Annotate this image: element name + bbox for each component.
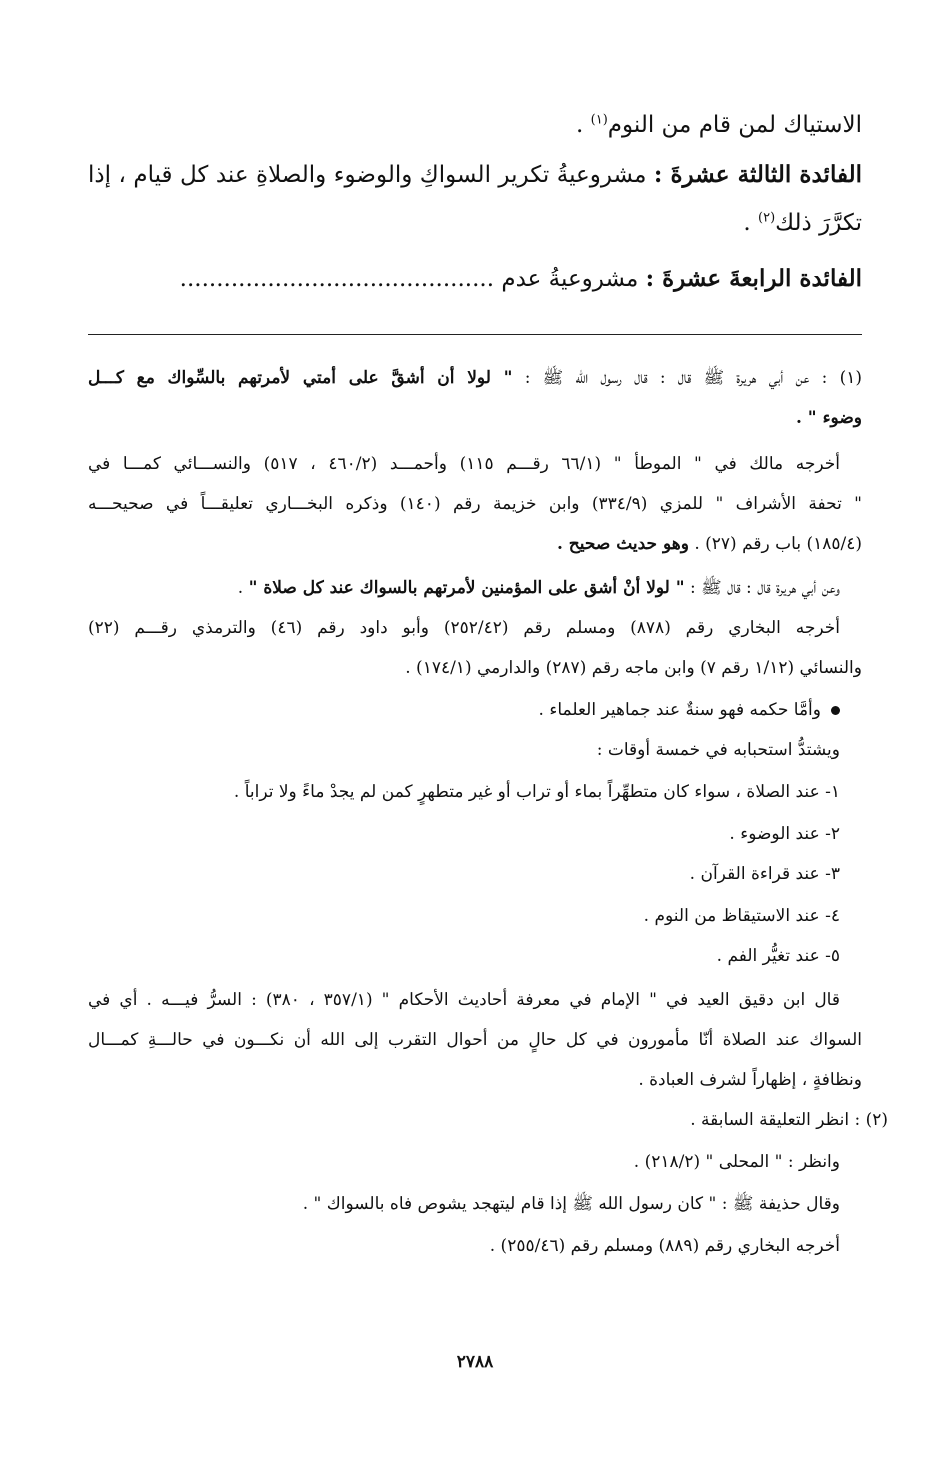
main-paragraph-14 [88, 262, 862, 296]
benefit-14-text: مشروعيةُ عدم [494, 266, 646, 292]
footnote-1-hadith-2 [88, 574, 840, 602]
footnote-1-line-1 [88, 364, 862, 392]
main-paragraph-13 [88, 158, 862, 192]
footnote-2-line-3: وقال حذيفة ﷺ : " كان رسول الله ﷺ إذا قام ليتهجد يشوص فاه بالسواك " . [302, 1194, 840, 1214]
benefit-13-text: مشروعيةُ تكرير السواكِ والوضوء والصلاةِ عند كل قيام ، إذا [88, 162, 654, 188]
hadith-text: " لولا أنْ أشق على المؤمنين لأمرتهم بالسواك عند كل صلاة " [248, 578, 685, 598]
footnote-1-source-3 [88, 530, 862, 558]
time-item-4: ٤- عند الاستيقاظ من النوم . [643, 906, 840, 926]
quote-line-1: قال ابن دقيق العيد في " الإمام في معرفة أحاديث الأحكام " (٣٥٧/١ ، ٣٨٠) : السرُّ فيـــه . أي في [88, 990, 840, 1010]
punctuation: . [743, 210, 758, 236]
footnote-ref-1[interactable]: (١) [590, 112, 608, 128]
footnote-2-line-2: وانظر : " المحلى " (٢١٨/٢) . [633, 1152, 840, 1172]
punctuation: . [576, 112, 591, 138]
time-item-3: ٣- عند قراءة القرآن . [689, 864, 840, 884]
ellipsis-dots: ........................................... [179, 266, 495, 292]
footnote-text: وعن أبي هريرة قال : قال ﷺ : [684, 578, 840, 598]
main-line-1 [88, 108, 862, 142]
footnote-1-ruling [88, 696, 840, 724]
main-text: تكرَّرَ ذلك [775, 210, 862, 236]
benefit-14-label: الفائدة الرابعةَ عشرةَ : [645, 265, 862, 292]
benefit-13-label: الفائدة الثالثة عشرةَ : [653, 161, 862, 188]
time-item-2: ٢- عند الوضوء . [729, 824, 840, 844]
footnote-2-line-1: (٢) : انظر التعليقة السابقة . [690, 1110, 888, 1130]
footnote-1-line-2: وضوء " . [795, 408, 862, 428]
footnote-1-source-4: أخرجه البخاري رقم (٨٧٨) ومسلم رقم (٢٥٢/٤٢) وأبو داود رقم (٤٦) والترمذي رقـــم (٢٢) [88, 618, 840, 638]
footnote-text: (١٨٥/٤) باب رقم (٢٧) . [688, 534, 862, 554]
main-text: الاستياك لمن قام من النوم [607, 112, 862, 138]
quote-line-2: السواك عند الصلاة أنّا مأمورون في كل حالٍ من أحوال التقرب إلى الله أن نكـــون في حالـــةِ كمـــال [88, 1030, 862, 1050]
footnote-1-source-2: " تحفة الأشراف " للمزي (٣٣٤/٩) وابن خزيمة رقم (١٤٠) وذكره البخـــاري تعليقـــاً في صحيحـــه [88, 494, 862, 514]
footnote-ref-2[interactable]: (٢) [758, 210, 776, 226]
hadith-text: " لولا أن أشقَّ على أمتي لأمرتهم بالسِّواك مع كـــل [88, 368, 513, 388]
book-page [88, 0, 888, 1478]
grading-text: وهو حديث صحيح . [556, 534, 689, 554]
page-number: ٢٧٨٨ [456, 1352, 494, 1372]
footnote-separator [88, 334, 862, 335]
footnote-2-line-4: أخرجه البخاري رقم (٨٨٩) ومسلم رقم (٢٥٥/٤٦) . [489, 1236, 840, 1256]
time-item-5: ٥- عند تغيُّر الفم . [716, 946, 840, 966]
ruling-text: وأمَّا حكمه فهو سنةٌ عند جماهير العلماء . [538, 700, 821, 720]
bullet-icon [831, 706, 840, 715]
footnote-1-source-1: أخرجه مالك في " الموطأ " (٦٦/١ رقـــم ١١٥) وأحمـــد (٤٦٠/٢ ، ٥١٧) والنســـائي كمـــا في [88, 454, 840, 474]
main-paragraph-13-cont [88, 206, 862, 240]
footnote-text: (١) : عن أبي هريرة ﷺ قال : قال رسول الله ﷺ : [512, 368, 862, 388]
quote-line-3: ونظافةٍ ، إظهاراً لشرف العبادة . [638, 1070, 862, 1090]
time-item-1: ١- عند الصلاة ، سواء كان متطهِّراً بماء أو تراب أو غير متطهرٍ كمن لم يجدْ ماءً ولا تراباً . [233, 782, 840, 802]
times-intro: ويشتدُّ استحبابه في خمسة أوقات : [596, 740, 840, 760]
footnote-1-source-5: والنسائي (١/١٢ رقم ٧) وابن ماجه رقم (٢٨٧) والدارمي (١٧٤/١) . [405, 658, 862, 678]
punctuation: . [237, 578, 249, 598]
